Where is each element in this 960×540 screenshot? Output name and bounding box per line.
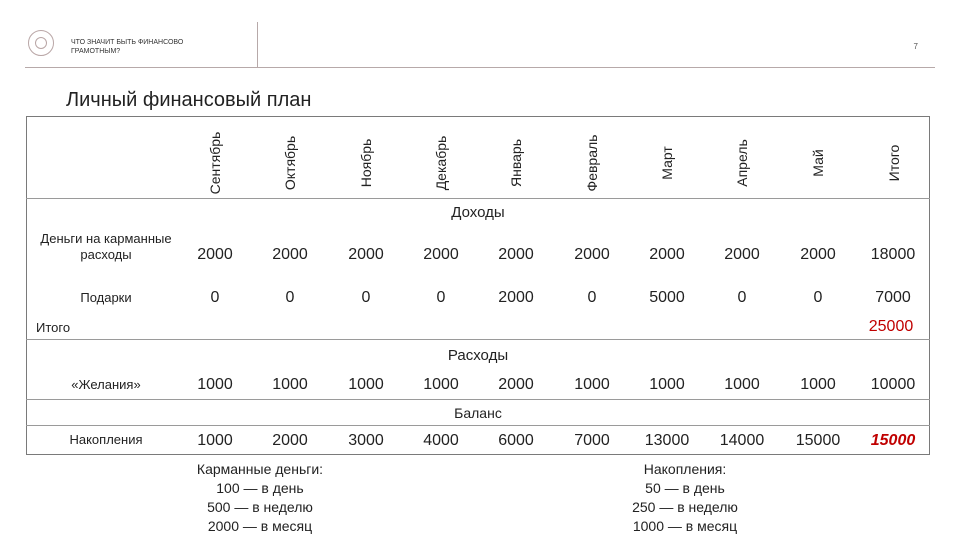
cell-value: 1000 — [800, 376, 836, 393]
note-title: Накопления: — [643, 461, 727, 477]
cell-value: 1000 — [197, 432, 233, 449]
cell-value: 0 — [587, 289, 597, 306]
note-line: 500 — в неделю — [207, 499, 313, 515]
cell-value: 1000 — [724, 376, 760, 393]
cell-value-total: 10000 — [870, 376, 916, 393]
month-header: Сентябрь — [207, 131, 223, 195]
cell-value: 0 — [737, 289, 747, 306]
cell-value: 2000 — [574, 246, 610, 263]
section-balance: Баланс — [454, 405, 502, 421]
cell-value-total: 18000 — [870, 246, 916, 263]
cell-value: 2000 — [498, 289, 534, 306]
cell-value: 1000 — [272, 376, 308, 393]
page-number: 7 — [913, 42, 918, 51]
note-line: 2000 — в месяц — [207, 518, 313, 534]
month-header: Апрель — [734, 139, 750, 187]
cell-value-total: 7000 — [875, 289, 911, 306]
month-header: Декабрь — [433, 135, 449, 191]
cell-value: 0 — [436, 289, 446, 306]
page-title: Личный финансовый план — [66, 89, 312, 111]
cell-value: 2000 — [197, 246, 233, 263]
month-header: Январь — [508, 139, 524, 187]
income-total-value: 25000 — [868, 318, 914, 335]
section-income: Доходы — [451, 204, 505, 221]
cell-value: 14000 — [719, 432, 765, 449]
cell-value: 2000 — [800, 246, 836, 263]
income-total-label: Итого — [36, 320, 71, 335]
month-header: Март — [659, 146, 675, 180]
header-title: ЧТО ЗНАЧИТ БЫТЬ ФИНАНСОВО ГРАМОТНЫМ? — [71, 39, 184, 55]
section-expenses: Расходы — [447, 347, 509, 364]
cell-value: 0 — [285, 289, 295, 306]
cell-value: 1000 — [348, 376, 384, 393]
bank-logo-icon — [28, 30, 54, 56]
cell-value: 1000 — [423, 376, 459, 393]
month-header: Ноябрь — [358, 138, 374, 188]
cell-value: 2000 — [498, 246, 534, 263]
cell-value: 15000 — [795, 432, 841, 449]
cell-value: 0 — [210, 289, 220, 306]
cell-value: 3000 — [348, 432, 384, 449]
table-divider — [26, 425, 930, 426]
cell-value: 2000 — [724, 246, 760, 263]
savings-note — [595, 460, 775, 536]
cell-value: 5000 — [649, 289, 685, 306]
table-divider — [26, 198, 930, 199]
cell-value: 13000 — [644, 432, 690, 449]
row-label-gifts: Подарки — [80, 290, 132, 305]
row-label-pocket-money: Деньги на карманные расходы — [40, 231, 172, 262]
cell-value: 2000 — [272, 432, 308, 449]
note-line: 250 — в неделю — [632, 499, 738, 515]
cell-value-total: 15000 — [870, 432, 916, 449]
month-header: Май — [810, 149, 826, 177]
cell-value: 2000 — [348, 246, 384, 263]
pocket-money-note — [170, 460, 350, 536]
cell-value: 0 — [813, 289, 823, 306]
note-line: 100 — в день — [216, 480, 304, 496]
cell-value: 1000 — [649, 376, 685, 393]
cell-value: 1000 — [574, 376, 610, 393]
note-title: Карманные деньги: — [196, 461, 324, 477]
note-line: 50 — в день — [645, 480, 725, 496]
row-label-savings: Накопления — [69, 432, 143, 447]
table-divider — [26, 399, 930, 400]
month-header: Итого — [886, 144, 902, 182]
cell-value: 4000 — [423, 432, 459, 449]
cell-value: 2000 — [272, 246, 308, 263]
cell-value: 2000 — [498, 376, 534, 393]
cell-value: 7000 — [574, 432, 610, 449]
cell-value: 2000 — [649, 246, 685, 263]
cell-value: 2000 — [423, 246, 459, 263]
cell-value: 6000 — [498, 432, 534, 449]
table-divider — [26, 339, 930, 340]
note-line: 1000 — в месяц — [632, 518, 738, 534]
cell-value: 1000 — [197, 376, 233, 393]
month-header: Февраль — [584, 134, 600, 192]
header-divider — [25, 67, 935, 68]
month-header: Октябрь — [282, 135, 298, 191]
row-label-wishes: «Желания» — [71, 377, 141, 392]
cell-value: 0 — [361, 289, 371, 306]
